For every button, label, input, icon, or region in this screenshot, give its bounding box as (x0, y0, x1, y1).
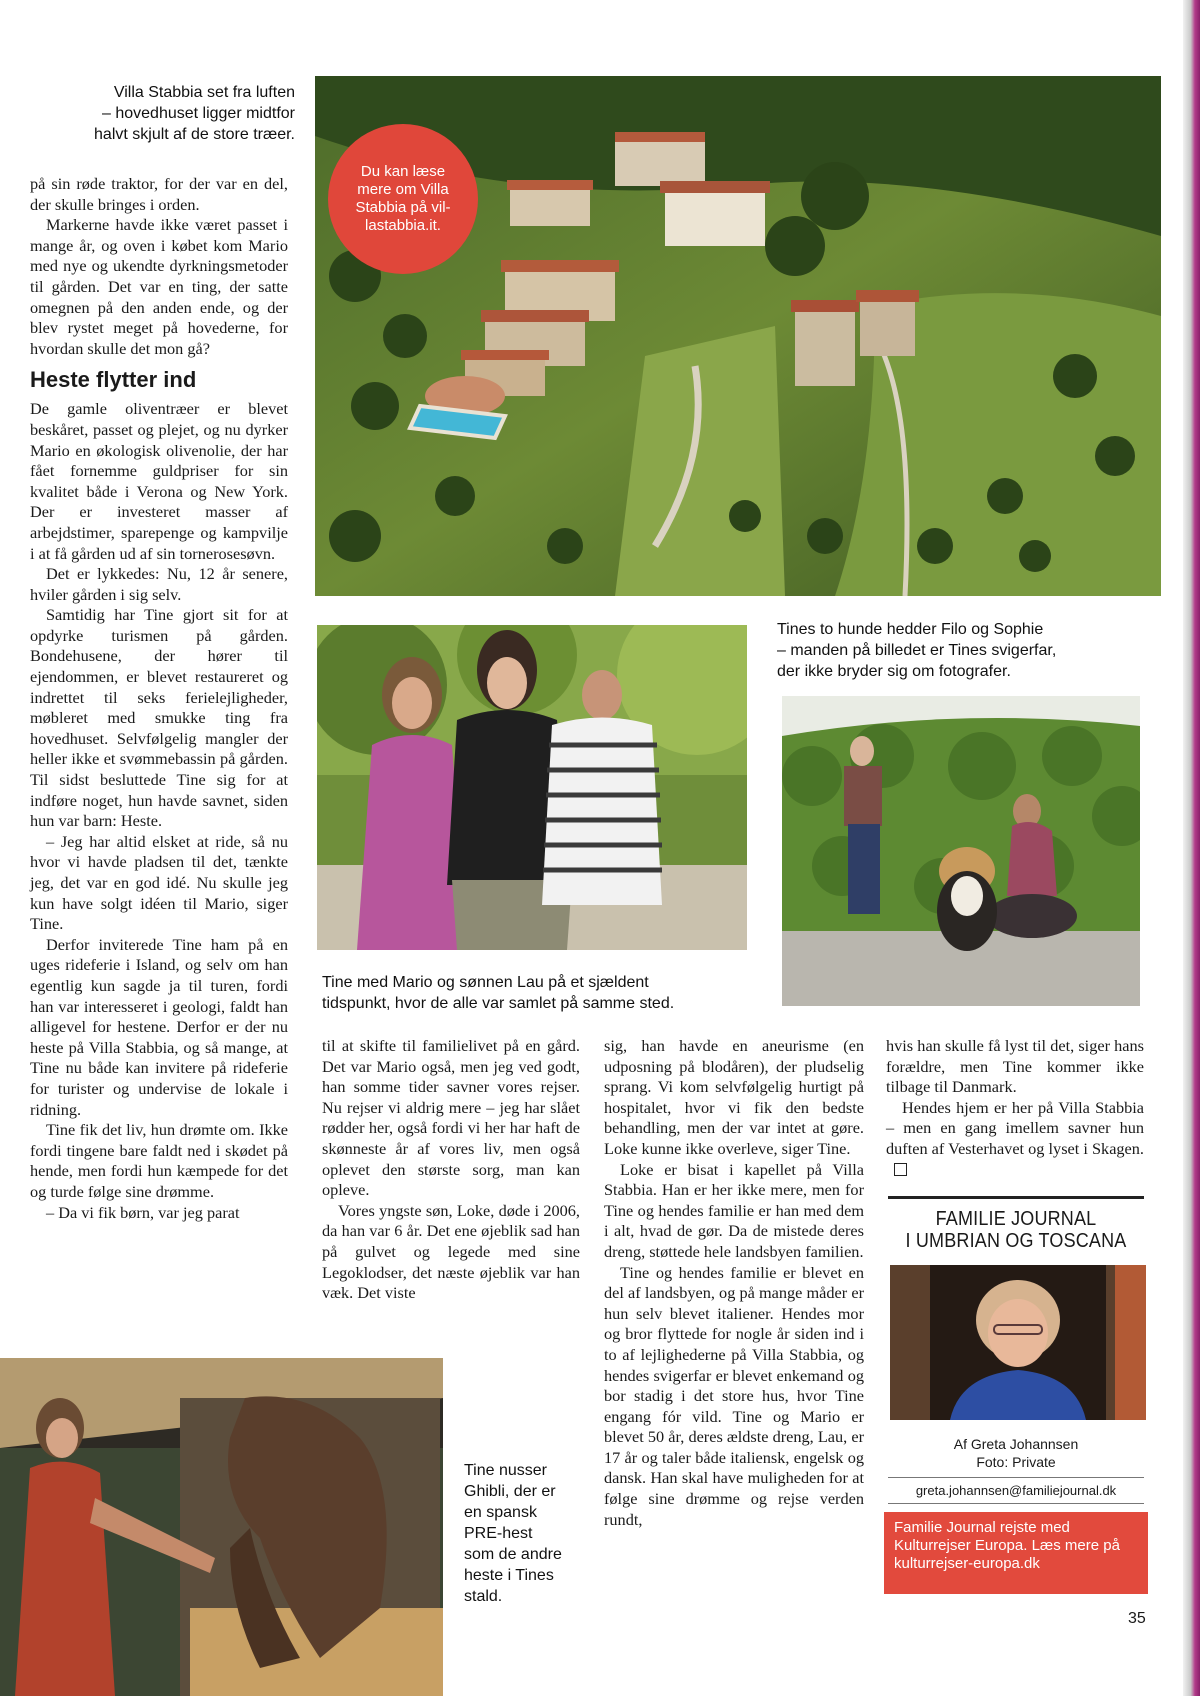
caption-line: Tines to hunde hedder Filo og Sophie (777, 621, 1044, 638)
info-bubble (328, 124, 478, 274)
section-heading: Heste flytter ind (30, 367, 197, 393)
sidebar-title-line: I UMBRIAN OG TOSCANA (905, 1230, 1127, 1252)
article-column-1 (30, 174, 288, 1223)
author-credit (888, 1435, 1144, 1471)
caption-line: – hovedhuset ligger midtfor (102, 105, 295, 122)
caption-line: heste i Tines (464, 1567, 554, 1584)
paragraph: Vores yngste søn, Loke, døde i 2006, da han var 6 år. Det ene øjeblik sad han på gulvet og legede med sine Legoklodser, det næste øjeblik var han væk. Det viste (322, 1200, 580, 1303)
paragraph: Tine og hendes familie er blevet en del af landsbyen, og på mange måder er hun selv blevet italiener. Hendes mor og bror flyttede for nogle år siden ind i to af lejlighederne på Villa Stabbia, og hendes svigerfar er blevet enkemand og bor stadig i det store hus, hvor Tine engang fór vild. Tine og Mario er blevet 50 år, deres ældste dreng, Lau, er 17 år og taler både italiensk, engelsk og dansk. Han skal have muligheden for at følge sine drømme og rejse verden rundt, (604, 1262, 864, 1529)
paragraph: hvis han skulle få lyst til det, siger hans forældre, men Tine kommer ikke tilbage til Danmark. (886, 1036, 1144, 1097)
end-of-article-mark (894, 1163, 907, 1176)
sidebar-top-rule (888, 1196, 1144, 1199)
email-rule-top (888, 1477, 1144, 1478)
caption-line: Tine nusser (464, 1462, 547, 1479)
dogs-photo (782, 696, 1140, 1006)
caption-line: stald. (464, 1588, 503, 1605)
photo-credit: Foto: Private (976, 1454, 1056, 1470)
email-rule-bottom (888, 1503, 1144, 1504)
author-name: Af Greta Johannsen (953, 1436, 1079, 1452)
paragraph: Markerne havde ikke været passet i mange år, og oven i købet kom Mario med nye og ukendte dyrkningsmetoder til gården. Det var en ting, der satte omegnen på den anden ende, og der blev rystet meget på hovederne, for hvordan skulle det mon gå? (30, 215, 288, 358)
caption-line: en spansk (464, 1504, 537, 1521)
page-number-text: 35 (1128, 1610, 1146, 1627)
promo-box (884, 1512, 1148, 1594)
page-binding-edge (1183, 0, 1200, 1696)
aerial-photo-caption (40, 82, 295, 145)
author-email (888, 1483, 1144, 1498)
caption-line: tidspunkt, hvor de alle var samlet på samme sted. (322, 995, 675, 1012)
caption-line: halvt skjult af de store træer. (94, 126, 295, 143)
author-email-text: greta.johannsen@familiejournal.dk (915, 1483, 1117, 1498)
paragraph: sig, han havde en aneurisme (en udposning på blodåren), der pludselig sprang. Vi kom selvfølgelig hurtigt på hospitalet, hvor vi fik den bedste behandling, men der var intet at gøre. Loke kunne ikke overleve, siger Tine. (604, 1036, 864, 1158)
paragraph: Samtidig har Tine gjort sit for at opdyrke turismen på gården. Bondehusene, der hører til ejendommen, er blevet restaureret og indrettet til seks ferielejligheder, møbleret med smukke ting fra hovedhuset. Selvfølgelig mangler der heller ikke et svømmebassin på gården. Til sidst besluttede Tine sig for at indføre noget, hun havde savnet, siden hun var barn: Heste. (30, 605, 288, 831)
paragraph: Derfor inviterede Tine ham på en uges rideferie i Island, og selv om han egentlig kun sagde ja til turen, fordi han var interesseret i geologi, faldt han alligevel for hestene. Derfor er der nu heste på Villa Stabbia, og så mange, at Tine nu både kan invitere på rideferie for turister og undervise de lokale i ridning. (30, 934, 288, 1119)
paragraph: – Jeg har altid elsket at ride, så nu hvor vi havde pladsen til det, tænkte jeg, det var en god idé. Nu skulle jeg kun have solgt idéen til Mario, siger Tine. (30, 831, 288, 934)
paragraph: Hendes hjem er her på Villa Stabbia – men en gang imellem savner hun duften af Vesterhavet og lyset i Skagen. (886, 1097, 1144, 1158)
paragraph: – Da vi fik børn, var jeg parat (46, 1202, 240, 1222)
paragraph: De gamle oliventræer er blevet beskåret, passet og plejet, og nu dyrker Mario en økologisk olivenolie, der har fået fornemme guldpriser for sin kvalitet både i Verona og New York. Der er investeret masser af arbejdstimer, sparepenge og kampvilje i at få gården ud af sin tornerosesøvn. (30, 399, 288, 563)
info-bubble-text: Du kan læse mere om Villa Stabbia på vil-lastabbia.it. (355, 163, 451, 234)
paragraph: Det er lykkedes: Nu, 12 år senere, hviler gården i sig selv. (30, 564, 288, 604)
paragraph: Tine fik det liv, hun drømte om. Ikke fordi tingene bare faldt ned i skødet på hende, men fordi hun kæmpede for det og turde følge sine drømme. (30, 1120, 288, 1201)
caption-line: som de andre (464, 1546, 562, 1563)
horse-photo-caption (464, 1460, 604, 1607)
article-column-4 (886, 1036, 1144, 1180)
caption-line: der ikke bryder sig om fotografer. (777, 663, 1011, 680)
paragraph: til at skifte til familielivet på en gård. Det var Mario også, men jeg ved godt, han somme tider savner vores rejser. Nu rejser vi aldrig mere – jeg har slået rødder her, også fordi vi her har haft de skønneste år af vores liv, men også oplevet den største sorg, man kan opleve. (322, 1036, 580, 1200)
sidebar-title (880, 1208, 1152, 1252)
dogs-photo-caption (777, 619, 1167, 682)
paragraph: på sin røde traktor, for der var en del, der skulle bringes i orden. (30, 174, 288, 214)
sidebar-title-line: FAMILIE JOURNAL (935, 1208, 1097, 1230)
family-photo (317, 625, 747, 950)
caption-line: Ghibli, der er (464, 1483, 556, 1500)
article-column-3 (604, 1036, 864, 1530)
family-photo-caption (322, 972, 752, 1014)
caption-line: Tine med Mario og sønnen Lau på et sjældent (322, 974, 649, 991)
page-number (1128, 1610, 1146, 1628)
promo-text: Familie Journal rejste med Kulturrejser Europa. Læs mere på kulturrejser-europa.dk (894, 1519, 1120, 1572)
article-column-2 (322, 1036, 580, 1304)
horse-photo (0, 1358, 443, 1696)
author-photo (890, 1265, 1146, 1420)
caption-line: – manden på billedet er Tines svigerfar, (777, 642, 1057, 659)
caption-line: PRE-hest (464, 1525, 533, 1542)
caption-line: Villa Stabbia set fra luften (113, 84, 295, 101)
paragraph: Loke er bisat i kapellet på Villa Stabbia. Han er her ikke mere, men for Tine og hendes familie er han med dem i alt, hvad de gør. Da de mistede deres dreng, støttede hele landsbyen familien. (604, 1159, 864, 1261)
